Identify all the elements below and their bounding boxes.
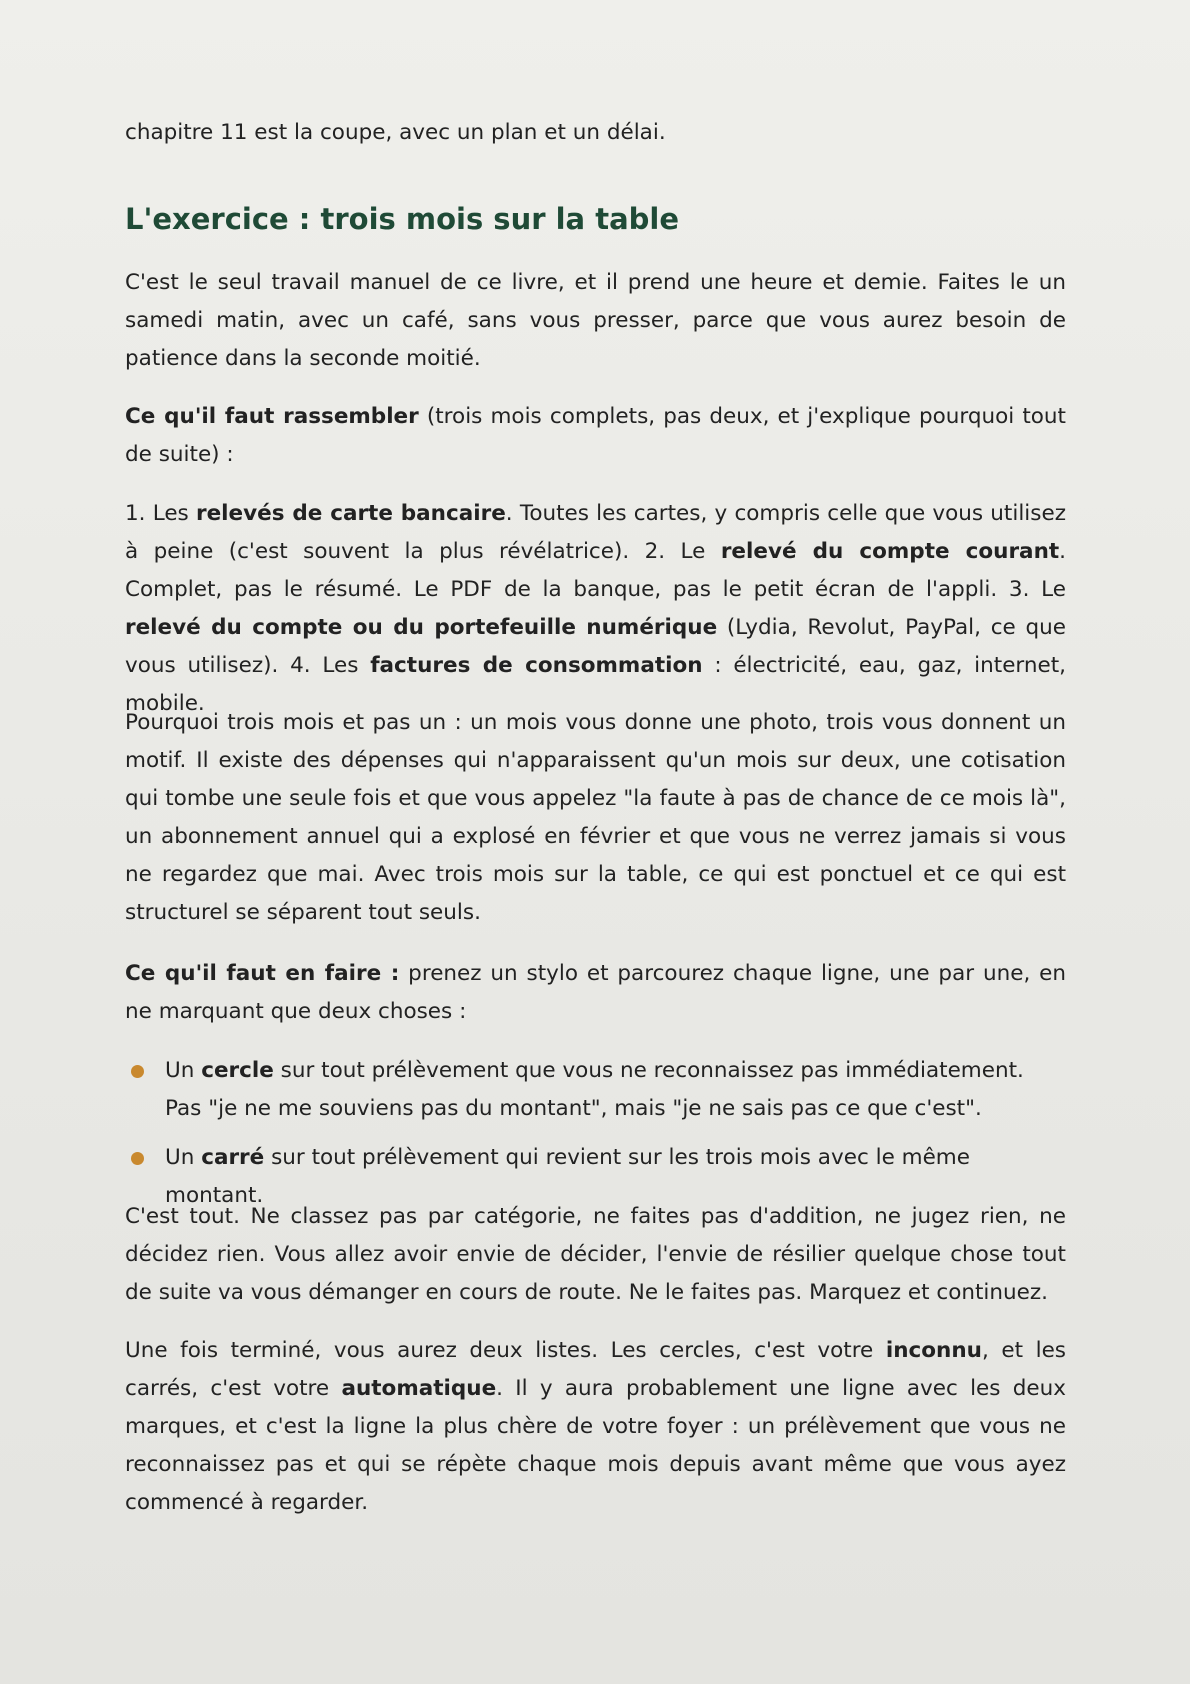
- thats-all-paragraph: C'est tout. Ne classez pas par catégorie, ne faites pas d'addition, ne jugez rien, ne décidez rien. Vous allez avoir envie de décider, l'envie de résilier quelque chose tout de suite va vous démanger en cours de route. Ne le faites pas. Marquez et continuez.: [125, 1204, 1066, 1305]
- what-to-do-paragraph: [125, 955, 1066, 1031]
- documents-text-3: . Complet, pas le résumé. Le PDF de la banque, pas le petit écran de l'appli. 3. Le: [125, 539, 1066, 602]
- continuation-line: chapitre 11 est la coupe, avec un plan et un délai.: [125, 120, 666, 145]
- list-item: [125, 1052, 1066, 1128]
- documents-bold-3: relevé du compte ou du portefeuille numérique: [125, 615, 718, 640]
- documents-text-5: : électricité, eau, gaz, internet, mobile.: [125, 653, 1067, 716]
- bullet-text-pre: Un: [165, 1058, 202, 1083]
- gather-paragraph: [125, 398, 1066, 474]
- final-bold-1: inconnu: [885, 1338, 982, 1363]
- documents-text-2: . Toutes les cartes, y compris celle que vous utilisez à peine (c'est souvent la plus révélatrice). 2. Le: [125, 501, 1066, 564]
- bullet-bold: cercle: [201, 1058, 274, 1083]
- marking-bullet-list: [125, 1052, 1066, 1215]
- documents-text-4: (Lydia, Revolut, PayPal, ce que vous utilisez). 4. Les: [125, 615, 1066, 678]
- section-heading: L'exercice : trois mois sur la table: [125, 202, 680, 236]
- bullet-bold: carré: [201, 1145, 265, 1170]
- final-text-2: , et les carrés, c'est votre: [125, 1338, 1067, 1401]
- what-to-do-label: Ce qu'il faut en faire :: [125, 961, 400, 986]
- final-bold-2: automatique: [341, 1376, 497, 1401]
- bullet-text-post: sur tout prélèvement qui revient sur les trois mois avec le même montant.: [165, 1145, 970, 1208]
- bullet-text-post: sur tout prélèvement que vous ne reconnaissez pas immédiatement. Pas "je ne me souviens pas du montant", mais "je ne sais pas ce que c'est".: [165, 1058, 1024, 1121]
- final-paragraph: [125, 1332, 1066, 1522]
- documents-bold-1: relevés de carte bancaire: [195, 501, 506, 526]
- intro-paragraph: C'est le seul travail manuel de ce livre, et il prend une heure et demie. Faites le un samedi matin, avec un café, sans vous presser, parce que vous aurez besoin de patience dans la seconde moitié.: [125, 270, 1066, 371]
- documents-list-paragraph: [125, 495, 1066, 723]
- bullet-text-pre: Un: [165, 1145, 202, 1170]
- what-to-do-text: prenez un stylo et parcourez chaque ligne, une par une, en ne marquant que deux choses :: [125, 961, 1066, 1024]
- final-text-3: . Il y aura probablement une ligne avec les deux marques, et c'est la ligne la plus chère de votre foyer : un prélèvement que vous ne reconnaissez pas et qui se répète chaque mois depuis avant même que vous ayez commencé à regarder.: [125, 1376, 1066, 1515]
- gather-label: Ce qu'il faut rassembler: [125, 404, 419, 429]
- bullet-dot-icon: [131, 1065, 144, 1078]
- documents-bold-2: relevé du compte courant: [720, 539, 1060, 564]
- gather-text: (trois mois complets, pas deux, et j'explique pourquoi tout de suite) :: [125, 404, 1066, 467]
- final-text-1: Une fois terminé, vous aurez deux listes. Les cercles, c'est votre: [125, 1338, 886, 1363]
- documents-bold-4: factures de consommation: [370, 653, 703, 678]
- bullet-dot-icon: [131, 1152, 144, 1165]
- documents-text-1: 1. Les: [125, 501, 196, 526]
- why-three-months-paragraph: Pourquoi trois mois et pas un : un mois vous donne une photo, trois vous donnent un motif. Il existe des dépenses qui n'apparaissent qu'un mois sur deux, une cotisation qui tombe une seule fois et que vous appelez "la faute à pas de chance de ce mois là", un abonnement annuel qui a explosé en février et que vous ne verrez jamais si vous ne regardez que mai. Avec trois mois sur la table, ce qui est ponctuel et ce qui est structurel se séparent tout seuls.: [125, 710, 1066, 925]
